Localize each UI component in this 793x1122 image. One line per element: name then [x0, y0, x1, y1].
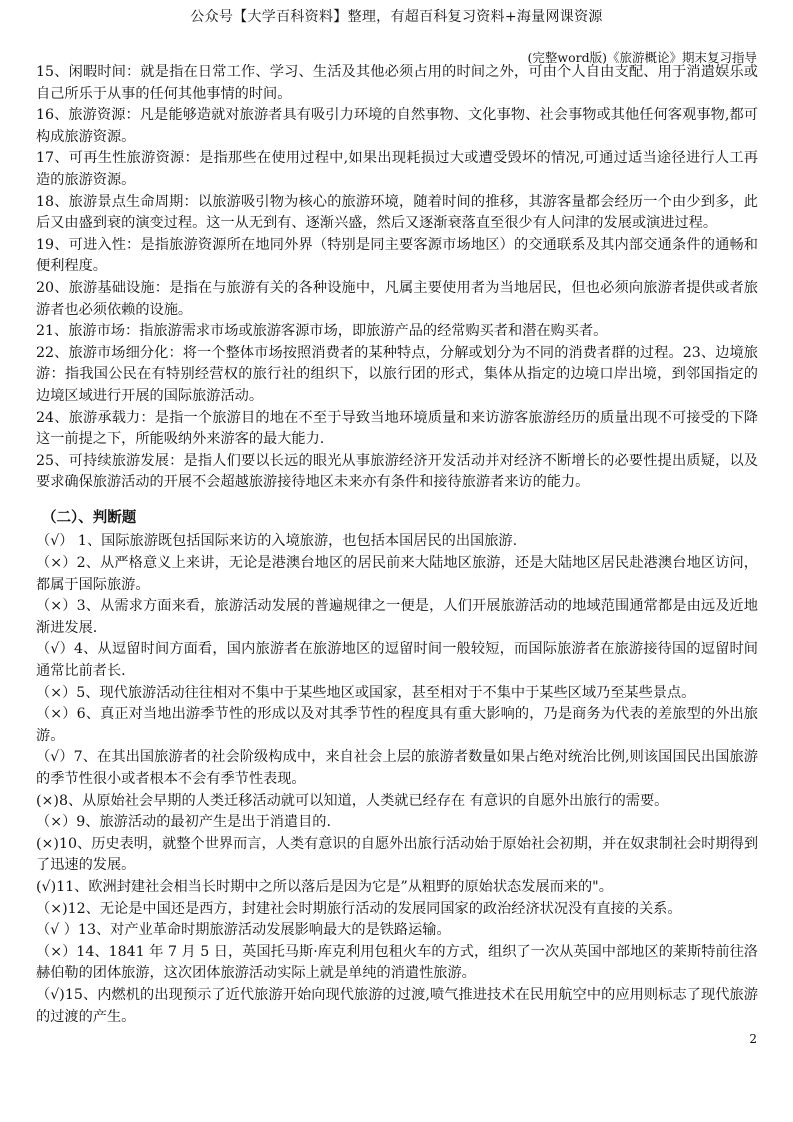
- section-heading: （二）、判断题: [42, 509, 137, 526]
- definition-item: 22、旅游市场细分化：将一个整体市场按照消费者的某种特点，分解或划分为不同的消费者群的过程。23、边境旅游：指我国公民在有特别经营权的旅行社的组织下，以旅行团的形式，集体从指定的边境口岸出境，到邻国指定的边境区域进行开展的国际旅游活动。: [36, 344, 758, 404]
- definition-item: 21、旅游市场：指旅游需求市场或旅游客源市场，即旅游产品的经常购买者和潜在购买者。: [36, 323, 608, 340]
- watermark-header: 公众号【大学百科资料】整理，有超百科复习资料+海量网课资源: [190, 9, 603, 25]
- definition-item: 17、可再生性旅游资源：是指那些在使用过程中,如果出现耗损过大或遭受毁坏的情况,可通过适当途径进行人工再造的旅游资源。: [36, 150, 758, 188]
- definition-item: 25、可持续旅游发展：是指人们要以长远的眼光从事旅游经济开发活动并对经济不断增长的必要性提出质疑，以及要求确保旅游活动的开展不会超越旅游接待地区未来亦有条件和接待旅游者来访的能力。: [36, 452, 758, 491]
- definition-item: 24、旅游承载力：是指一个旅游目的地在不至于导致当地环境质量和来访游客旅游经历的质量出现不可接受的下降这一前提之下，所能吸纳外来游客的最大能力.: [36, 409, 758, 448]
- judgment-item: （×）3、从需求方面来看，旅游活动发展的普遍规律之一便是，人们开展旅游活动的地域范围通常都是由远及近地渐进发展.: [36, 598, 758, 636]
- definition-item: 16、旅游资源：凡是能够造就对旅游者具有吸引力环境的自然事物、文化事物、社会事物或其他任何客观事物,都可构成旅游资源。: [36, 107, 758, 145]
- document-body: [36, 62, 758, 1028]
- judgment-item: （√ ）13、对产业革命时期旅游活动发展影响最大的是铁路运输。: [36, 922, 451, 939]
- page-number: 2: [749, 1032, 757, 1046]
- judgment-item: （×）5、现代旅游活动往往相对不集中于某些地区或国家，甚至相对于不集中于某些区域乃至某些景点。: [36, 684, 696, 701]
- judgment-item: (√)11、欧洲封建社会相当长时期中之所以落后是因为它是”从粗野的原始状态发展而来的"。: [36, 878, 613, 895]
- judgment-item: (×)10、历史表明，就整个世界而言，人类有意识的自愿外出旅行活动始于原始社会初期，并在奴隶制社会时期得到了迅速的发展。: [36, 835, 759, 874]
- judgment-item: （×）14、1841 年 7 月 5 日，英国托马斯·库克利用包租火车的方式，组织了一次从英国中部地区的莱斯特前往洛赫伯勒的团体旅游，这次团体旅游活动实际上就是单纯的消遣性旅游。: [36, 943, 758, 982]
- definition-item: 15、闲暇时间：就是指在日常工作、学习、生活及其他必须占用的时间之外，可由个人自由支配、用于消遣娱乐或自己所乐于从事的任何其他事情的时间。: [36, 64, 758, 102]
- document-title: (完整word版)《旅游概论》期末复习指导: [527, 50, 757, 65]
- judgment-item: （×）6、真正对当地出游季节性的形成以及对其季节性的程度具有重大影响的，乃是商务为代表的差旅型的外出旅游。: [36, 706, 758, 744]
- definition-item: 20、旅游基础设施：是指在与旅游有关的各种设施中，凡属主要使用者为当地居民，但也必须向旅游者提供或者旅游者也必须依赖的设施。: [36, 279, 758, 318]
- judgment-item: (×)8、从原始社会早期的人类迁移活动就可以知道，人类就已经存在 有意识的自愿外出旅行的需要。: [36, 792, 669, 809]
- definition-item: 19、可进入性：是指旅游资源所在地同外界（特别是同主要客源市场地区）的交通联系及其内部交通条件的通畅和便利程度。: [36, 236, 758, 275]
- judgment-item: （√） 1、国际旅游既包括国际来访的入境旅游，也包括本国居民的出国旅游.: [36, 533, 518, 550]
- definition-item: 18、旅游景点生命周期：以旅游吸引物为核心的旅游环境，随着时间的推移，其游客量都会经历一个由少到多，此后又由盛到衰的演变过程。这一从无到有、逐渐兴盛，然后又逐渐衰落直至很少有人问津的发展或演进过程。: [36, 193, 758, 232]
- judgment-item: （×)12、无论是中国还是西方，封建社会时期旅行活动的发展同国家的政治经济状况没有直接的关系。: [36, 900, 682, 917]
- judgment-item: （√）7、在其出国旅游者的社会阶级构成中，来自社会上层的旅游者数量如果占绝对统治比例,则该国国民出国旅游的季节性很小或者根本不会有季节性表现。: [36, 749, 758, 787]
- judgment-item: （√)15、内燃机的出现预示了近代旅游开始向现代旅游的过渡,喷气推进技术在民用航空中的应用则标志了现代旅游的过渡的产生。: [36, 986, 758, 1025]
- judgment-item: （×）2、从严格意义上来讲，无论是港澳台地区的居民前来大陆地区旅游，还是大陆地区居民赴港澳台地区访问，都属于国际旅游。: [36, 555, 758, 593]
- judgment-item: （√）4、从逗留时间方面看，国内旅游者在旅游地区的逗留时间一般较短，而国际旅游者在旅游接待国的逗留时间通常比前者长.: [36, 641, 758, 680]
- judgment-item: （×）9、旅游活动的最初产生是出于消遣目的.: [36, 814, 331, 831]
